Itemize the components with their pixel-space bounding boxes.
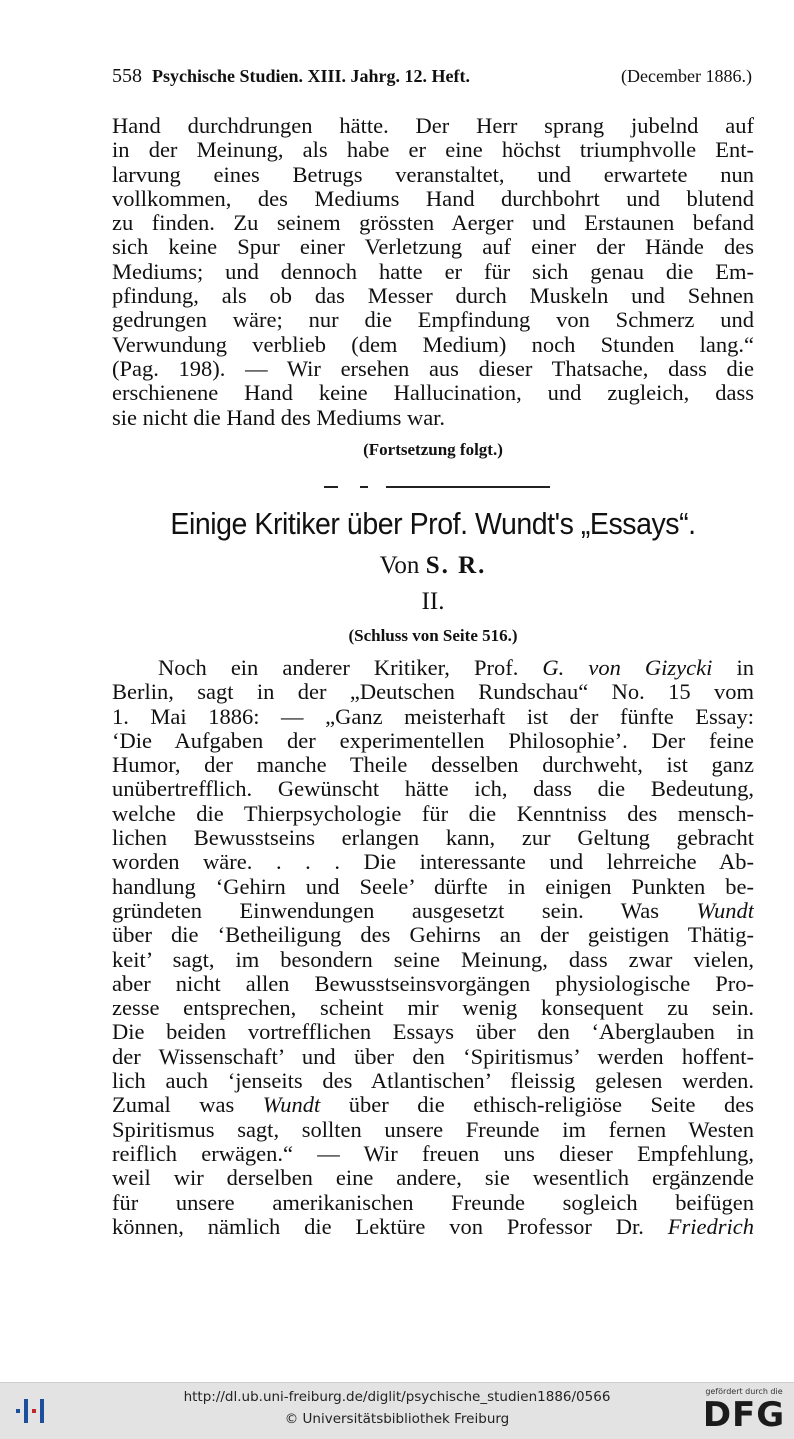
text-line: 1. Mai 1886: — „Ganz meisterhaft ist der fünfte Essay: xyxy=(112,704,754,729)
text-line: worden wäre. . . . Die interessante und lehrreiche Ab- xyxy=(112,850,754,875)
text-line: unübertrefflich. Gewünscht hätte ich, dass die Bedeutung, xyxy=(112,777,754,802)
running-title: Psychische Studien. XIII. Jahrg. 12. Heft. xyxy=(152,65,471,86)
section-number: II. xyxy=(421,588,445,615)
text-line: Verwundung verblieb (dem Medium) noch Stunden lang.“ xyxy=(112,332,754,357)
text-line: der Wissenschaft’ und über den ‘Spiritismus’ werden hoffent- xyxy=(112,1044,754,1069)
permalink-url[interactable]: http://dl.ub.uni-freiburg.de/diglit/psychische_studien1886/0566 xyxy=(183,1389,611,1405)
text-line: zesse entsprechen, scheint mir wenig konsequent zu sein. xyxy=(112,996,754,1021)
running-header xyxy=(112,62,752,90)
text-line: Die beiden vortrefflichen Essays über den ‘Aberglauben in xyxy=(112,1020,754,1045)
text-line: ‘Die Aufgaben der experimentellen Philosophie’. Der feine xyxy=(112,728,754,753)
text-line: aber nicht allen Bewusstseinsvorgängen physiologische Pro- xyxy=(112,971,754,996)
dfg-logo[interactable] xyxy=(700,1387,788,1435)
text-line: lich auch ‘jenseits des Atlantischen’ fleissig gelesen werden. xyxy=(112,1069,754,1094)
byline xyxy=(112,552,754,580)
text-line: lichen Bewusstseins erlangen kann, zur Geltung gebracht xyxy=(112,826,754,851)
text-line: welche die Thierpsychologie für die Kenntniss des mensch- xyxy=(112,801,754,826)
text-line: sich keine Spur einer Verletzung auf einer der Hände des xyxy=(112,235,754,260)
continuation-text xyxy=(112,114,754,430)
dfg-logo-text: DFG xyxy=(702,1395,786,1435)
text-line: in der Meinung, als habe er eine höchst triumphvolle Ent- xyxy=(112,138,754,163)
text-line: Spiritismus sagt, sollten unsere Freunde im fernen Westen xyxy=(112,1117,754,1142)
text-line: keit’ sagt, im besondern seine Meinung, dass zwar vielen, xyxy=(112,947,754,972)
text-line: über die ‘Betheiligung des Gehirns an der geistigen Thätig- xyxy=(112,923,754,948)
text-line: gedrungen wäre; nur die Empfindung von Schmerz und xyxy=(112,308,754,333)
text-line: (Pag. 198). — Wir ersehen aus dieser Thatsache, dass die xyxy=(112,356,754,381)
text-line: Humor, der manche Theile desselben durchweht, ist ganz xyxy=(112,753,754,778)
text-line: Hand durchdrungen hätte. Der Herr sprang jubelnd auf xyxy=(112,114,754,138)
text-line: können, nämlich die Lektüre von Professor Dr. Friedrich xyxy=(112,1214,754,1239)
continued-from-note: (Schluss von Seite 516.) xyxy=(348,626,518,645)
text-line: reiflich erwägen.“ — Wir freuen uns dieser Empfehlung, xyxy=(112,1141,754,1166)
text-line: Berlin, sagt in der „Deutschen Rundschau“ No. 15 vom xyxy=(112,680,754,705)
page-number: 558 xyxy=(112,64,142,87)
funding-caption: gefördert durch die xyxy=(705,1387,783,1396)
text-line: erschienene Hand keine Hallucination, und zugleich, dass xyxy=(112,381,754,406)
author-initials: S. R. xyxy=(425,552,487,579)
text-line: Zumal was Wundt über die ethisch-religiöse Seite des xyxy=(112,1093,754,1118)
to-be-continued-note: (Fortsetzung folgt.) xyxy=(363,440,503,459)
issue-date: (December 1886.) xyxy=(621,65,752,86)
copyright-notice: © Universitätsbibliothek Freiburg xyxy=(284,1411,510,1427)
text-line: zu finden. Zu seinem grössten Aerger und Erstaunen befand xyxy=(112,211,754,236)
text-line: handlung ‘Gehirn und Seele’ dürfte in einigen Punkten be- xyxy=(112,874,754,899)
article-body xyxy=(112,656,754,1239)
article-title: Einige Kritiker über Prof. Wundt's „Essays“. xyxy=(170,506,696,541)
text-line: sie nicht die Hand des Mediums war. xyxy=(112,405,446,430)
text-line: vollkommen, des Mediums Hand durchbohrt und blutend xyxy=(112,186,754,211)
text-line: für unsere amerikanischen Freunde sogleich beifügen xyxy=(112,1190,754,1215)
byline-prefix: Von xyxy=(379,552,420,579)
digitization-footer xyxy=(0,1382,794,1439)
text-line: Mediums; und dennoch hatte er für sich genau die Em- xyxy=(112,259,754,284)
text-line: gründeten Einwendungen ausgesetzt sein. Was Wundt xyxy=(112,898,754,923)
section-divider xyxy=(320,484,550,488)
ub-freiburg-logo-icon[interactable] xyxy=(14,1395,50,1427)
text-line: pfindung, als ob das Messer durch Muskeln und Sehnen xyxy=(112,284,754,309)
text-line: weil wir derselben eine andere, sie wesentlich ergänzende xyxy=(112,1166,754,1191)
text-line: larvung eines Betrugs veranstaltet, und erwartete nun xyxy=(112,162,754,187)
text-line: Noch ein anderer Kritiker, Prof. G. von Gizycki in xyxy=(158,656,754,680)
